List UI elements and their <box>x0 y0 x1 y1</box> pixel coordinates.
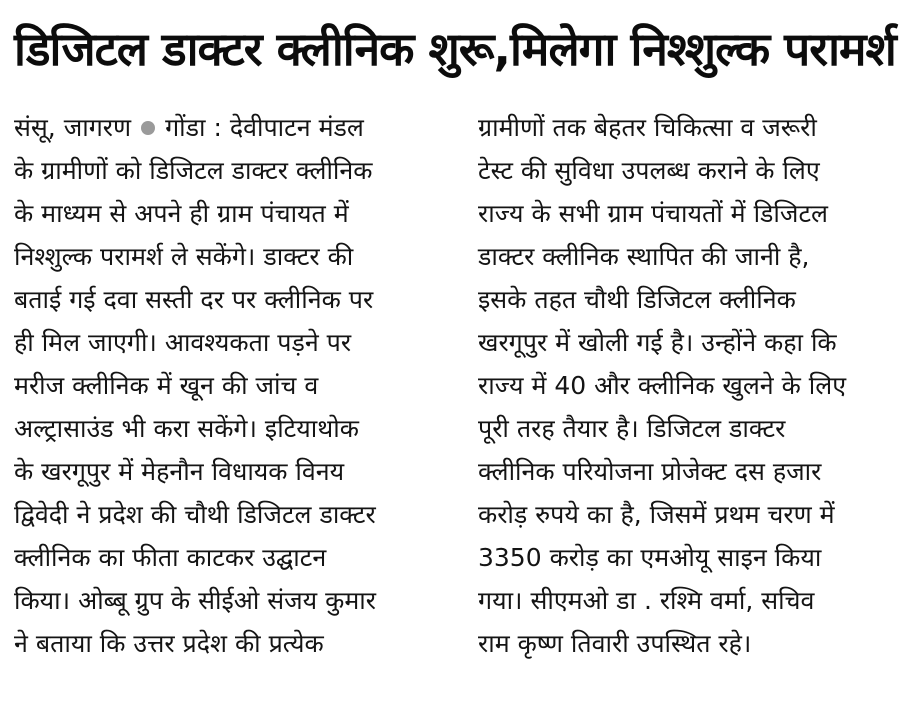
text-line: इसके तहत चौथी डिजिटल क्लीनिक <box>478 285 796 314</box>
text-line: ग्रामीणों तक बेहतर चिकित्सा व जरूरी <box>478 113 817 142</box>
text-line: पूरी तरह तैयार है। डिजिटल डाक्टर <box>478 414 786 443</box>
text-line: गया। सीएमओ डा . रश्मि वर्मा, सचिव <box>478 586 815 615</box>
text-line: के खरगूपुर में मेहनौन विधायक विनय <box>14 457 345 486</box>
article-column-right <box>478 106 914 665</box>
text-line: ही मिल जाएगी। आवश्यकता पड़ने पर <box>14 328 352 357</box>
text-line: मरीज क्लीनिक में खून की जांच व <box>14 371 319 400</box>
text-line: के ग्रामीणों को डिजिटल डाक्टर क्लीनिक <box>14 156 373 185</box>
text-line: द्विवेदी ने प्रदेश की चौथी डिजिटल डाक्टर <box>14 500 376 529</box>
bullet-dot-icon <box>141 121 155 135</box>
text-line: राज्य में 40 और क्लीनिक खुलने के लिए <box>478 371 847 400</box>
text-line: डाक्टर क्लीनिक स्थापित की जानी है, <box>478 242 810 271</box>
text-line: राम कृष्ण तिवारी उपस्थित रहे। <box>478 629 752 658</box>
text-line: अल्ट्रासाउंड भी करा सकेंगे। इटियाथोक <box>14 414 359 443</box>
dateline-lead-text: : देवीपाटन मंडल <box>205 113 364 142</box>
dateline-line <box>14 106 442 149</box>
text-line: क्लीनिक परियोजना प्रोजेक्ट दस हजार <box>478 457 822 486</box>
text-line: खरगूपुर में खोली गई है। उन्होंने कहा कि <box>478 328 837 357</box>
text-line: किया। ओब्बू ग्रुप के सीईओ संजय कुमार <box>14 586 376 615</box>
text-line: निश्शुल्क परामर्श ले सकेंगे। डाक्टर की <box>14 242 354 271</box>
dateline-agency: संसू, जागरण <box>14 113 132 142</box>
text-line: 3350 करोड़ का एमओयू साइन किया <box>478 543 822 572</box>
headline: डिजिटल डाक्टर क्लीनिक शुरू,मिलेगा निश्शुल्क परामर्श <box>14 22 896 76</box>
text-line: ने बताया कि उत्तर प्रदेश की प्रत्येक <box>14 629 324 658</box>
text-line: बताई गई दवा सस्ती दर पर क्लीनिक पर <box>14 285 374 314</box>
text-line: करोड़ रुपये का है, जिसमें प्रथम चरण में <box>478 500 835 529</box>
text-line: क्लीनिक का फीता काटकर उद्घाटन <box>14 543 327 572</box>
text-line: राज्य के सभी ग्राम पंचायतों में डिजिटल <box>478 199 829 228</box>
text-line: के माध्यम से अपने ही ग्राम पंचायत में <box>14 199 349 228</box>
dateline-place: गोंडा <box>165 113 206 142</box>
text-line: टेस्ट की सुविधा उपलब्ध कराने के लिए <box>478 156 820 185</box>
article-column-left <box>14 106 442 665</box>
